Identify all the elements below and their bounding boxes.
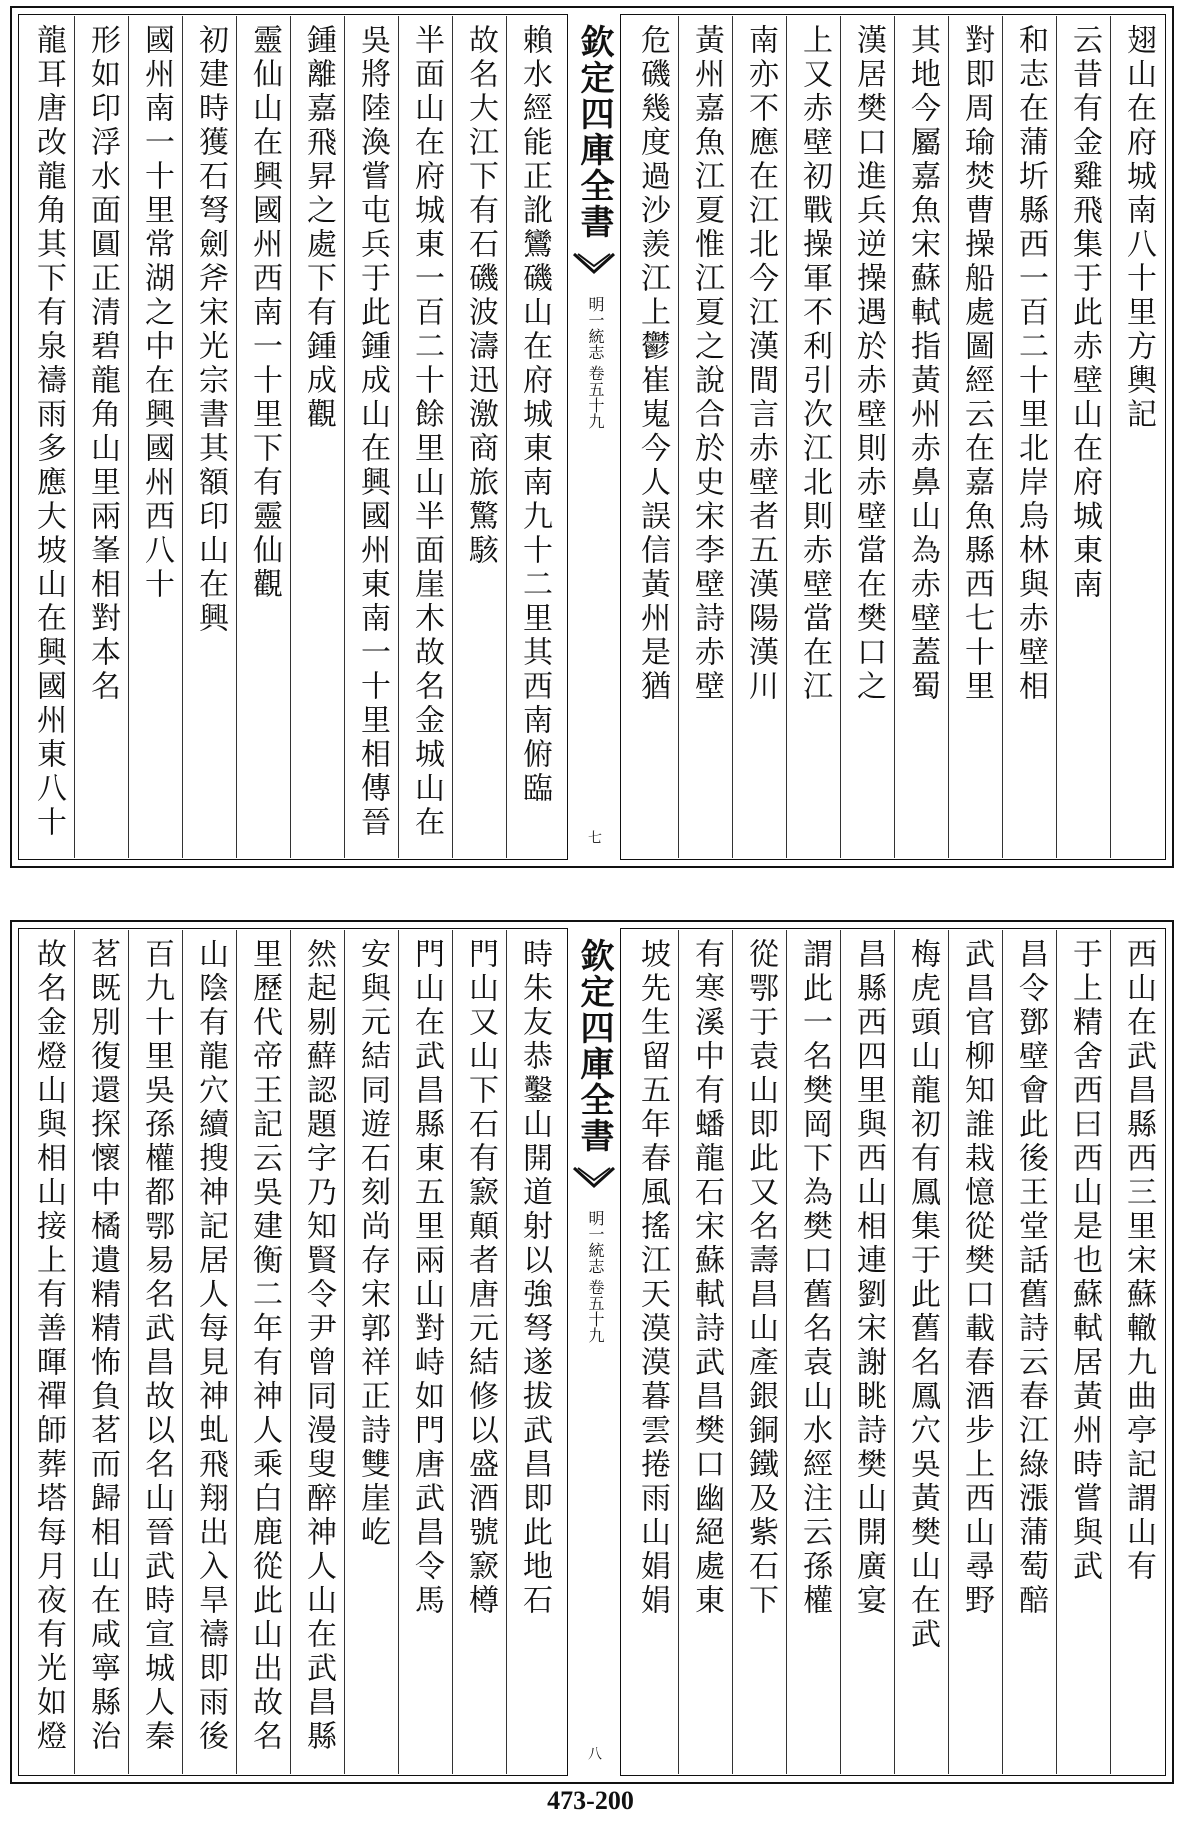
fish-tail-icon — [572, 250, 616, 278]
upper-left-text-block — [20, 16, 560, 858]
text-column: 梅虎頭山龍初有鳳集于此舊名鳳穴吳黃樊山在武 — [894, 930, 948, 1774]
text-column: 龍耳唐改龍角其下有泉禱雨多應大坡山在興國州東八十 — [31, 24, 66, 840]
fish-tail-icon — [572, 1164, 616, 1192]
upper-gutter — [567, 14, 621, 860]
text-column: 上又赤壁初戰操軍不利引次江北則赤壁當在江 — [786, 16, 840, 858]
text-column: 對即周瑜焚曹操船處圖經云在嘉魚縣西七十里 — [948, 16, 1002, 858]
text-column: 半面山在府城東一百二十餘里山半面崖木故名金城山在 — [398, 16, 452, 858]
text-column: 謂此一名樊岡下為樊口舊名袁山水經注云孫權 — [786, 930, 840, 1774]
text-column: 昌縣西四里與西山相連劉宋謝眺詩樊山開廣宴 — [840, 930, 894, 1774]
text-column: 國州南一十里常湖之中在興國州西八十 — [128, 16, 182, 858]
text-column: 初建時獲石弩劍斧宋光宗書其額印山在興 — [182, 16, 236, 858]
text-column: 賴水經能正訛鸞磯山在府城東南九十二里其西南俯臨 — [506, 16, 560, 858]
upper-right-text-block — [624, 16, 1164, 858]
text-column: 山陰有龍穴續搜神記居人每見神虬飛翔出入旱禱即雨後 — [182, 930, 236, 1774]
text-column: 時朱友恭鑿山開道射以強弩遂拔武昌即此地石 — [506, 930, 560, 1774]
text-column: 從鄂于袁山即此又名壽昌山產銀銅鐵及紫石下 — [732, 930, 786, 1774]
page-footer-number: 473-200 — [547, 1786, 634, 1815]
text-column: 有寒溪中有蟠龍石宋蘇軾詩武昌樊口幽絕處東 — [678, 930, 732, 1774]
text-column: 門山在武昌縣東五里兩山對峙如門唐武昌令馬 — [398, 930, 452, 1774]
text-column: 故名金燈山與相山接上有善暉禪師葬塔每月夜有光如燈 — [31, 938, 66, 1754]
lower-left-text-block — [20, 930, 560, 1774]
lower-gutter-page-number: 八 — [586, 1746, 602, 1760]
text-column: 南亦不應在江北今江漢間言赤壁者五漢陽漢川 — [732, 16, 786, 858]
text-column: 云昔有金雞飛集于此赤壁山在府城東南 — [1056, 16, 1110, 858]
text-column: 漢居樊口進兵逆操遇於赤壁則赤壁當在樊口之 — [840, 16, 894, 858]
upper-gutter-page-number: 七 — [586, 830, 602, 844]
text-column: 門山又山下石有窾顛者唐元結修以盛酒號窾樽 — [452, 930, 506, 1774]
upper-gutter-catalog: 明一統志 卷五十九 — [586, 296, 605, 430]
text-column: 昌令鄧壁會此後王堂話舊詩云春江綠漲蒲萄醅 — [1002, 930, 1056, 1774]
text-column: 然起剔蘚認題字乃知賢令尹曾同漫叟醉神人山在武昌縣 — [290, 930, 344, 1774]
text-column: 坡先生留五年春風搖江天漠漠暮雲捲雨山娟娟 — [635, 938, 670, 1618]
upper-gutter-title: 欽定四庫全書 — [574, 24, 614, 240]
text-column: 武昌官柳知誰栽憶從樊口載春酒步上西山尋野 — [948, 930, 1002, 1774]
text-column: 故名大江下有石磯波濤迅激商旅驚駭 — [452, 16, 506, 858]
lower-gutter-title: 欽定四庫全書 — [574, 938, 614, 1154]
text-column: 翅山在府城南八十里方輿記 — [1110, 16, 1164, 858]
text-column: 于上精舍西曰西山是也蘇軾居黃州時嘗與武 — [1056, 930, 1110, 1774]
text-column: 其地今屬嘉魚宋蘇軾指黃州赤鼻山為赤壁蓋蜀 — [894, 16, 948, 858]
lower-gutter-catalog: 明一統志 卷五十九 — [586, 1210, 605, 1344]
text-column: 鍾離嘉飛昇之處下有鍾成觀 — [290, 16, 344, 858]
text-column: 里歷代帝王記云吳建衡二年有神人乘白鹿從此山出故名 — [236, 930, 290, 1774]
text-column: 西山在武昌縣西三里宋蘇轍九曲亭記謂山有 — [1110, 930, 1164, 1774]
lower-right-text-block — [624, 930, 1164, 1774]
text-column: 百九十里吳孫權都鄂易名武昌故以名山晉武時宣城人秦 — [128, 930, 182, 1774]
text-column: 吳將陸渙嘗屯兵于此鍾成山在興國州東南一十里相傳晉 — [344, 16, 398, 858]
text-column: 形如印浮水面圓正清碧龍角山里兩峯相對本名 — [74, 16, 128, 858]
text-column: 靈仙山在興國州西南一十里下有靈仙觀 — [236, 16, 290, 858]
text-column: 安與元結同遊石刻尚存宋郭祥正詩雙崖屹 — [344, 930, 398, 1774]
text-column: 危磯幾度過沙羨江上鬱崔嵬今人誤信黃州是猶 — [635, 24, 670, 704]
upper-page — [10, 6, 1174, 868]
text-column: 黃州嘉魚江夏惟江夏之說合於史宋李壁詩赤壁 — [678, 16, 732, 858]
lower-gutter — [567, 928, 621, 1776]
text-column: 茗既別復還探懷中橘遺精精怖負茗而歸相山在咸寧縣治 — [74, 930, 128, 1774]
text-column: 和志在蒲圻縣西一百二十里北岸烏林與赤壁相 — [1002, 16, 1056, 858]
lower-page — [10, 920, 1174, 1784]
